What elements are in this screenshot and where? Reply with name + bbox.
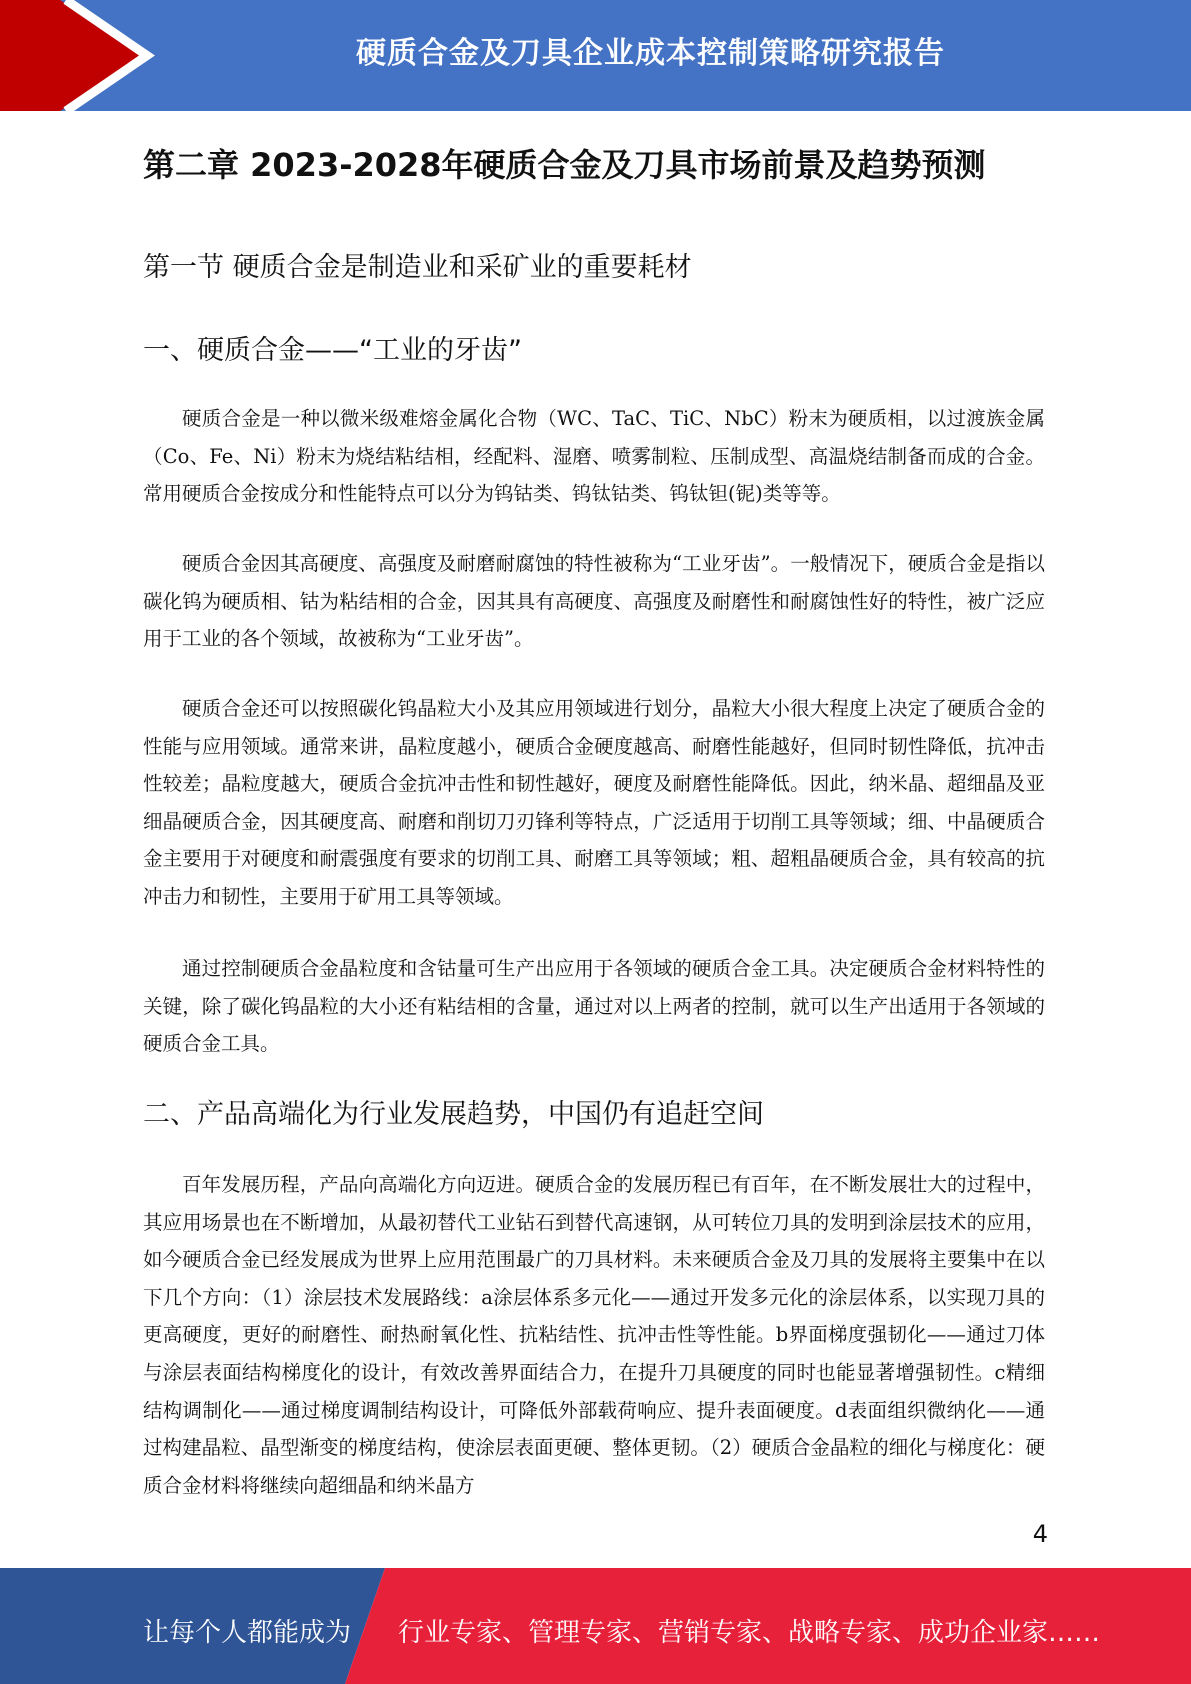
chapter-title: 第二章 2023-2028年硬质合金及刀具市场前景及趋势预测 (143, 146, 986, 184)
subsection-title-1: 一、硬质合金——“工业的牙齿” (143, 335, 522, 366)
report-title: 硬质合金及刀具企业成本控制策略研究报告 (356, 36, 945, 71)
footer-slogan-right: 行业专家、管理专家、营销专家、战略专家、成功企业家…… (398, 1618, 1101, 1648)
section-title: 第一节 硬质合金是制造业和采矿业的重要耗材 (143, 252, 692, 283)
page-number: 4 (1032, 1520, 1048, 1548)
paragraph: 通过控制硬质合金晶粒度和含钴量可生产出应用于各领域的硬质合金工具。决定硬质合金材料特性的关键，除了碳化钨晶粒的大小还有粘结相的含量，通过对以上两者的控制，就可以生产出适用于各领域的硬质合金工具。 (143, 957, 1045, 1056)
paragraph: 硬质合金还可以按照碳化钨晶粒大小及其应用领域进行划分，晶粒大小很大程度上决定了硬质合金的性能与应用领域。通常来讲，晶粒度越小，硬质合金硬度越高、耐磨性能越好，但同时韧性降低，抗冲击性较差；晶粒度越大，硬质合金抗冲击性和韧性越好，硬度及耐磨性能降低。因此，纳米晶、超细晶及亚细晶硬质合金，因其硬度高、耐磨和削切刀刃锋利等特点，广泛适用于切削工具等领域；细、中晶硬质合金主要用于对硬度和耐震强度有要求的切削工具、耐磨工具等领域；粗、超粗晶硬质合金，具有较高的抗冲击力和韧性，主要用于矿用工具等领域。 (143, 697, 1045, 908)
paragraph: 百年发展历程，产品向高端化方向迈进。硬质合金的发展历程已有百年，在不断发展壮大的过程中，其应用场景也在不断增加，从最初替代工业钻石到替代高速钢，从可转位刀具的发明到涂层技术的应用，如今硬质合金已经发展成为世界上应用范围最广的刀具材料。未来硬质合金及刀具的发展将主要集中在以下几个方向：（1）涂层技术发展路线：a涂层体系多元化——通过开发多元化的涂层体系，以实现刀具的更高硬度，更好的耐磨性、耐热耐氧化性、抗粘结性、抗冲击性等性能。b界面梯度强韧化——通过刀体与涂层表面结构梯度化的设计，有效改善界面结合力，在提升刀具硬度的同时也能显著增强韧性。c精细结构调制化——通过梯度调制结构设计，可降低外部载荷响应、提升表面硬度。d表面组织微纳化——通过构建晶粒、晶型渐变的梯度结构，使涂层表面更硬、整体更韧。（2）硬质合金晶粒的细化与梯度化：硬质合金材料将继续向超细晶和纳米晶方 (143, 1173, 1045, 1497)
paragraph: 硬质合金因其高硬度、高强度及耐磨耐腐蚀的特性被称为“工业牙齿”。一般情况下，硬质合金是指以碳化钨为硬质相、钴为粘结相的合金，因其具有高硬度、高强度及耐磨性和耐腐蚀性好的特性，被广泛应用于工业的各个领域，故被称为“工业牙齿”。 (143, 552, 1045, 651)
header-banner (0, 0, 1191, 111)
subsection-title-2: 二、产品高端化为行业发展趋势，中国仍有追赶空间 (143, 1099, 764, 1130)
footer-banner (0, 1568, 1191, 1684)
paragraph: 硬质合金是一种以微米级难熔金属化合物（WC、TaC、TiC、NbC）粉末为硬质相，以过渡族金属（Co、Fe、Ni）粉末为烧结粘结相，经配料、湿磨、喷雾制粒、压制成型、高温烧结制备而成的合金。常用硬质合金按成分和性能特点可以分为钨钴类、钨钛钴类、钨钛钽(铌)类等等。 (143, 407, 1045, 506)
footer-slogan-left: 让每个人都能成为 (143, 1618, 352, 1648)
